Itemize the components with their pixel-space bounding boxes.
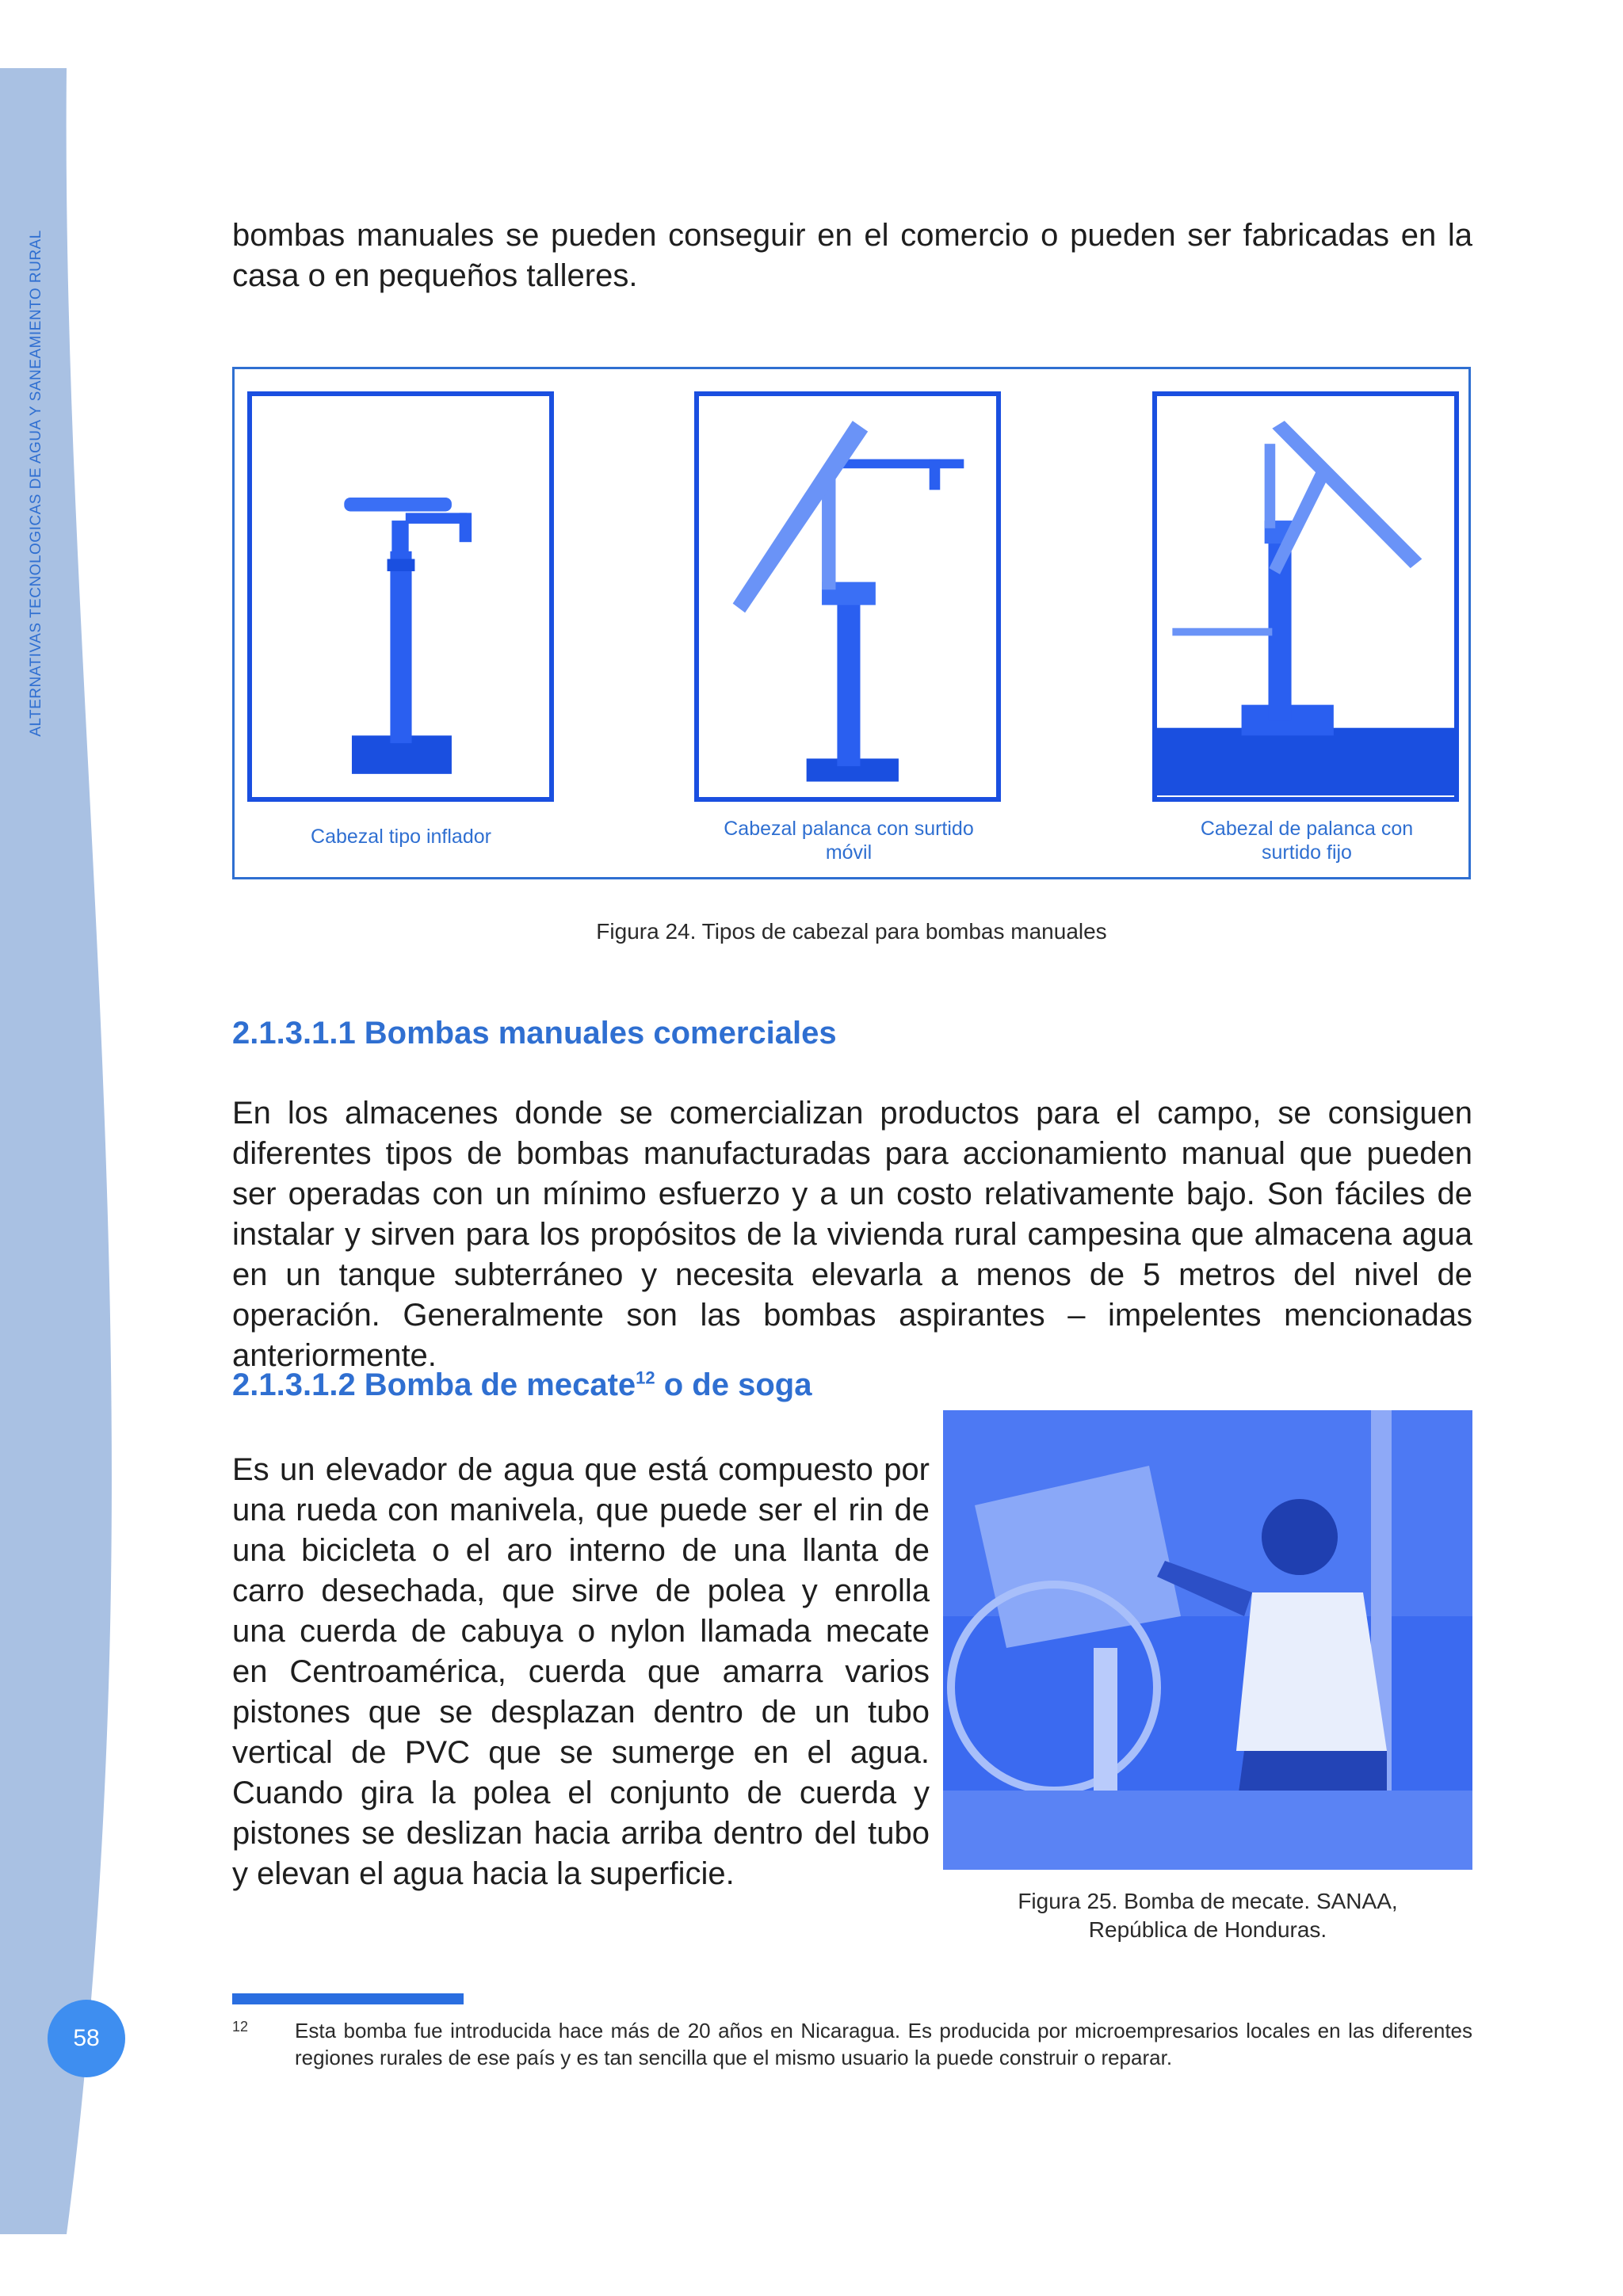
figure-24 [232, 367, 1471, 879]
footnote-rule [232, 1993, 464, 2004]
section-heading-rope-pump: 2.1.3.1.2 Bomba de mecate$^{12}$ o de soga [232, 1367, 812, 1402]
section-rope-pump-paragraph: Es un elevador de agua que está compuesto por una rueda con manivela, que puede ser el rin de una bicicleta o el aro interno de una llanta de carro desechada, que sirve de polea y enrolla una cuerda de cabuya o nylon llamada mecate en Centroamérica, cuerda que amarra varios pistones que se desplazan dentro de un tubo vertical de PVC que se sumerge en el agua. Cuando gira la polea el conjunto de cuerda y pistones se deslizan hacia arriba dentro del tubo y elevan el agua hacia la superficie. [232, 1452, 930, 1891]
panel-caption-lever-movable: Cabezal palanca con surtido móvil [724, 818, 974, 864]
figure-25-caption [943, 1887, 1472, 1944]
hand-pump-inflator-icon [247, 391, 554, 802]
panel-caption-inflator: Cabezal tipo inflador [311, 826, 491, 848]
intro-paragraph: bombas manuales se pueden conseguir en el comercio o pueden ser fabricadas en la casa o en pequeños talleres. [232, 218, 1472, 293]
hand-pump-lever-fixed-icon [1152, 391, 1459, 802]
rope-pump-photo [943, 1410, 1472, 1870]
running-title: ALTERNATIVAS TECNOLOGICAS DE AGUA Y SANEAMIENTO RURAL [28, 230, 44, 737]
figure-25-caption-line1: Figura 25. Bomba de mecate. SANAA, [1018, 1889, 1398, 1913]
hand-pump-lever-movable-icon [694, 391, 1001, 802]
panel-caption-lever-fixed: Cabezal de palanca con surtido fijo [1200, 818, 1414, 864]
figure-24-caption: Figura 24. Tipos de cabezal para bombas manuales [596, 919, 1107, 944]
page-number: 58 [48, 2000, 125, 2077]
section-commercial-paragraph: En los almacenes donde se comercializan productos para el campo, se consiguen diferentes tipos de bombas manufacturadas para accionamiento manual que pueden ser operadas con un mínimo esfuerzo y a un costo relativamente bajo. Son fáciles de instalar y sirven para los propósitos de la vivienda rural campesina que almacena agua en un tanque subterráneo y necesita elevarla a menos de 5 metros del nivel de operación. Generalmente son las bombas aspirantes – impelentes mencionadas anteriormente. [232, 1096, 1472, 1373]
footnote-text: Esta bomba fue introducida hace más de 20 años en Nicaragua. Es producida por microempresarios locales en las diferentes regiones rurales de ese país y es tan sencilla que el mismo usuario la puede construir o reparar. [295, 2019, 1472, 2069]
footnote-mark: 12 [232, 2019, 249, 2035]
section-heading-commercial: 2.1.3.1.1 Bombas manuales comerciales [232, 1016, 837, 1051]
figure-25-caption-line2: República de Honduras. [1088, 1917, 1327, 1942]
